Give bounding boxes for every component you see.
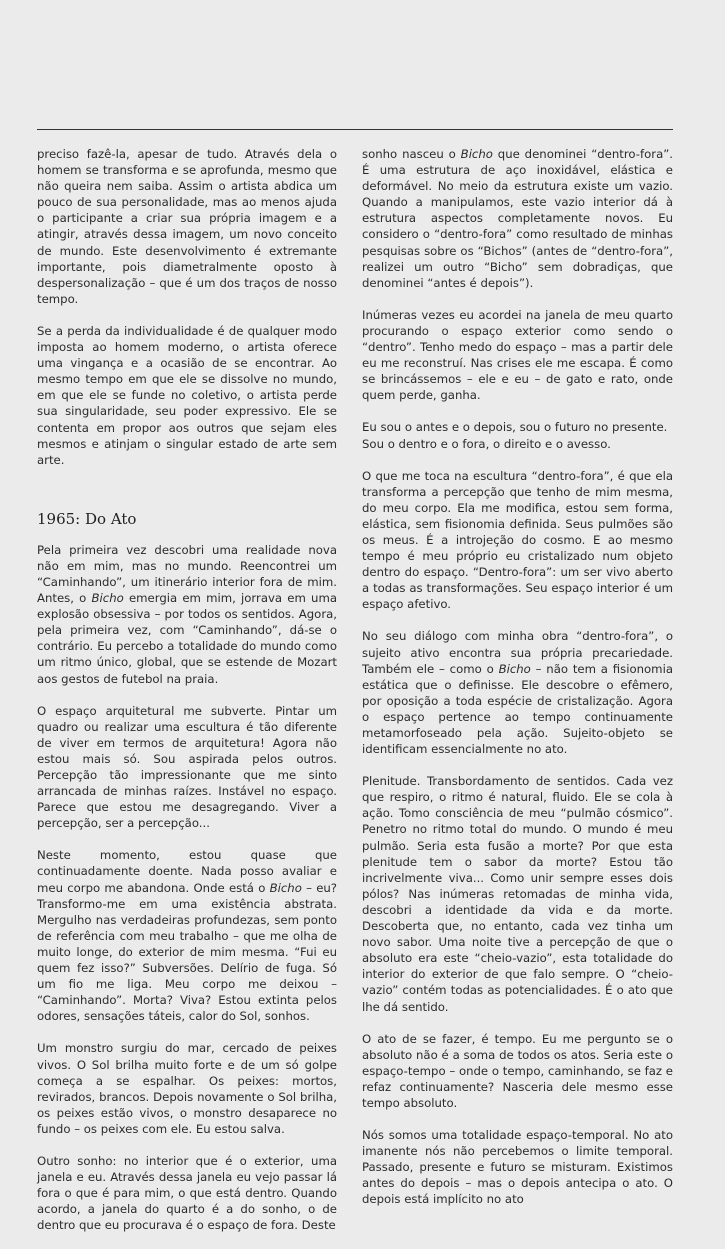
text-run: – não tem a fisionomia estática que o definisse. Ele descobre o efêmero, por oposição a toda espécie de cristalização. Agora o espaço pertence ao tempo continuamente metamorfoseado pela ação. Sujeito-objeto se identificam essencialmente no ato. xyxy=(362,661,673,757)
text-run: No seu diálogo com minha obra “dentro-fora”, o sujeito ativo encontra sua própria precariedade. Também ele – como o xyxy=(362,629,673,676)
left-column xyxy=(37,146,337,1249)
left-paragraph-7: Outro sonho: no interior que é o exterior, uma janela e eu. Através dessa janela eu vejo passar lá fora o que é para mim, o que está dentro. Quando acordo, a janela do quarto é a do sonho, o de dentro que eu procurava é o espaço de fora. Deste xyxy=(37,1153,337,1233)
italic-text: Bicho xyxy=(269,880,302,895)
right-column xyxy=(362,146,673,1224)
italic-text: Bicho xyxy=(498,661,531,676)
left-paragraph-5 xyxy=(37,847,337,1024)
right-paragraph-7: O ato de se fazer, é tempo. Eu me pergunto se o absoluto não é a soma de todos os atos. Seria este o espaço-tempo – onde o tempo, caminhando, se faz e refaz continuamente? Nasceria dele mesmo esse tempo absoluto. xyxy=(362,1031,673,1110)
left-paragraph-4: O espaço arquitetural me subverte. Pintar um quadro ou realizar uma escultura é tão diferente de viver em termos de arquitetura! Agora não estou mais só. Sou aspirada pelos outros. Percepção tão impressionante que me sinto arrancada de minhas raízes. Instável no espaço. Parece que estou me desagregando. Viver a percepção, ser a percepção... xyxy=(37,703,337,831)
verse-line: Sou o dentro e o fora, o direito e o avesso. xyxy=(362,436,611,451)
text-run: Pela primeira vez descobri uma realidade nova não em mim, mas no mundo. Reencontrei um “Caminhando”, um itinerário interior fora de mim. Antes, o xyxy=(37,542,337,606)
right-paragraph-2: Inúmeras vezes eu acordei na janela de meu quarto procurando o espaço exterior como sendo o “dentro”. Tenho medo do espaço – mas a partir dele eu me reconstruí. Nas crises ele me escapa. É como se brincássemos – ele e eu – de gato e rato, onde quem perde, ganha. xyxy=(362,307,673,403)
left-paragraph-6: Um monstro surgiu do mar, cercado de peixes vivos. O Sol brilha muito forte e de um só golpe começa a se espalhar. Os peixes: mortos, revirados, brancos. Depois novamente o Sol brilha, os peixes estão vivos, o monstro desaparece no fundo – os peixes com ele. Eu estou salva. xyxy=(37,1041,337,1136)
text-run: – eu? Transformo-me em uma existência abstrata. Mergulho nas verdadeiras profundezas, sem ponto de referência com meu trabalho – que me olha de muito longe, do exterior de mim mesma. “Fui eu quem fez isso?” Subversões. Delírio de fuga. Só um fio me liga. Meu corpo me deixou – “Caminhando”. Morta? Viva? Estou extinta pelos odores, sensações táteis, calor do Sol, sonhos. xyxy=(37,880,337,1024)
italic-text: Bicho xyxy=(460,147,493,161)
left-paragraph-1: preciso fazê-la, apesar de tudo. Através dela o homem se transforma e se aprofunda, mesmo que não queira nem saiba. Assim o artista abdica um pouco de sua personalidade, mas ao menos ajuda o participante a criar sua própria imagem e a atingir, através dessa imagem, um novo conceito de mundo. Este desenvolvimento é extremante importante, pois diametralmente oposto à despersonalização – que é um dos traços de nosso tempo. xyxy=(37,147,337,306)
right-paragraph-4: O que me toca na escultura “dentro-fora”, é que ela transforma a percepção que tenho de mim mesma, do meu corpo. Ela me modifica, estou sem forma, elástica, sem fisionomia definida. Seus pulmões são os meus. É a introjeção do cosmo. E ao mesmo tempo é meu próprio eu cristalizado num objeto dentro do espaço. “Dentro-fora”: um ser vivo aberto a todas as transformações. Seu espaço interior é um espaço afetivo. xyxy=(362,468,673,612)
text-run: sonho nasceu o xyxy=(362,147,461,161)
top-rule xyxy=(37,129,673,130)
right-paragraph-3 xyxy=(362,419,673,451)
text-run: Neste momento, estou quase que continuadamente doente. Nada posso avaliar e meu corpo me abandona. Onde está o xyxy=(37,848,337,895)
left-paragraph-3 xyxy=(37,542,337,687)
right-paragraph-5 xyxy=(362,628,673,757)
italic-text: Bicho xyxy=(91,591,124,606)
section-heading: 1965: Do Ato xyxy=(37,509,137,528)
text-run: emergia em mim, jorrava em uma explosão obsessiva – por todos os sentidos. Agora, pela primeira vez, com “Caminhando”, dá-se o contrário. Eu percebo a totalidade do mundo como um ritmo único, global, que se estende de Mozart aos gestos de futebol na praia. xyxy=(37,591,337,686)
right-paragraph-6: Plenitude. Transbordamento de sentidos. Cada vez que respiro, o ritmo é natural, fluido. Ele se cola à ação. Tomo consciência de meu “pulmão cósmico”. Penetro no ritmo total do mundo. O mundo é meu pulmão. Seria esta fusão a morte? Por que esta plenitude tem o sabor da morte? Estou tão incrivelmente viva... Como unir sempre esses dois pólos? Nas inúmeras retomadas de minha vida, descobri a identidade da vida e da morte. Descoberta que, no entanto, cada vez tinha um novo sabor. Uma noite tive a percepção de que o absoluto era este “cheio-vazio”, esta totalidade do interior do exterior de que falo sempre. O “cheio-vazio” contém todas as potencialidades. É o ato que lhe dá sentido. xyxy=(362,774,673,1014)
right-paragraph-8: Nós somos uma totalidade espaço-temporal. No ato imanente nós não percebemos o limite temporal. Passado, presente e futuro se misturam. Existimos antes do depois – mas o depois antecipa o ato. O depois está implícito no ato xyxy=(362,1128,673,1207)
left-paragraph-2: Se a perda da individualidade é de qualquer modo imposta ao homem moderno, o artista oferece uma vingança e a ocasião de se encontrar. Ao mesmo tempo em que ele se dissolve no mundo, em que ele se funde no coletivo, o artista perde sua singularidade, seu poder expressivo. Ele se contenta em propor aos outros que sejam eles mesmos e atinjam o singular estado de arte sem arte. xyxy=(37,323,337,467)
verse-line: Eu sou o antes e o depois, sou o futuro no presente. xyxy=(362,420,668,435)
text-run: que denominei “dentro-fora”. É uma estrutura de aço inoxidável, elástica e deformável. No meio da estrutura existe um vazio. Quando a manipulamos, este vazio interior dá à estrutura aspectos completamente novos. Eu considero o “dentro-fora” como resultado de minhas pesquisas sobre os “Bichos” (antes de “dentro-fora”, realizei um outro “Bicho” sem dobradiças, que denominei “antes é depois”). xyxy=(362,147,673,290)
right-paragraph-1 xyxy=(362,146,673,291)
